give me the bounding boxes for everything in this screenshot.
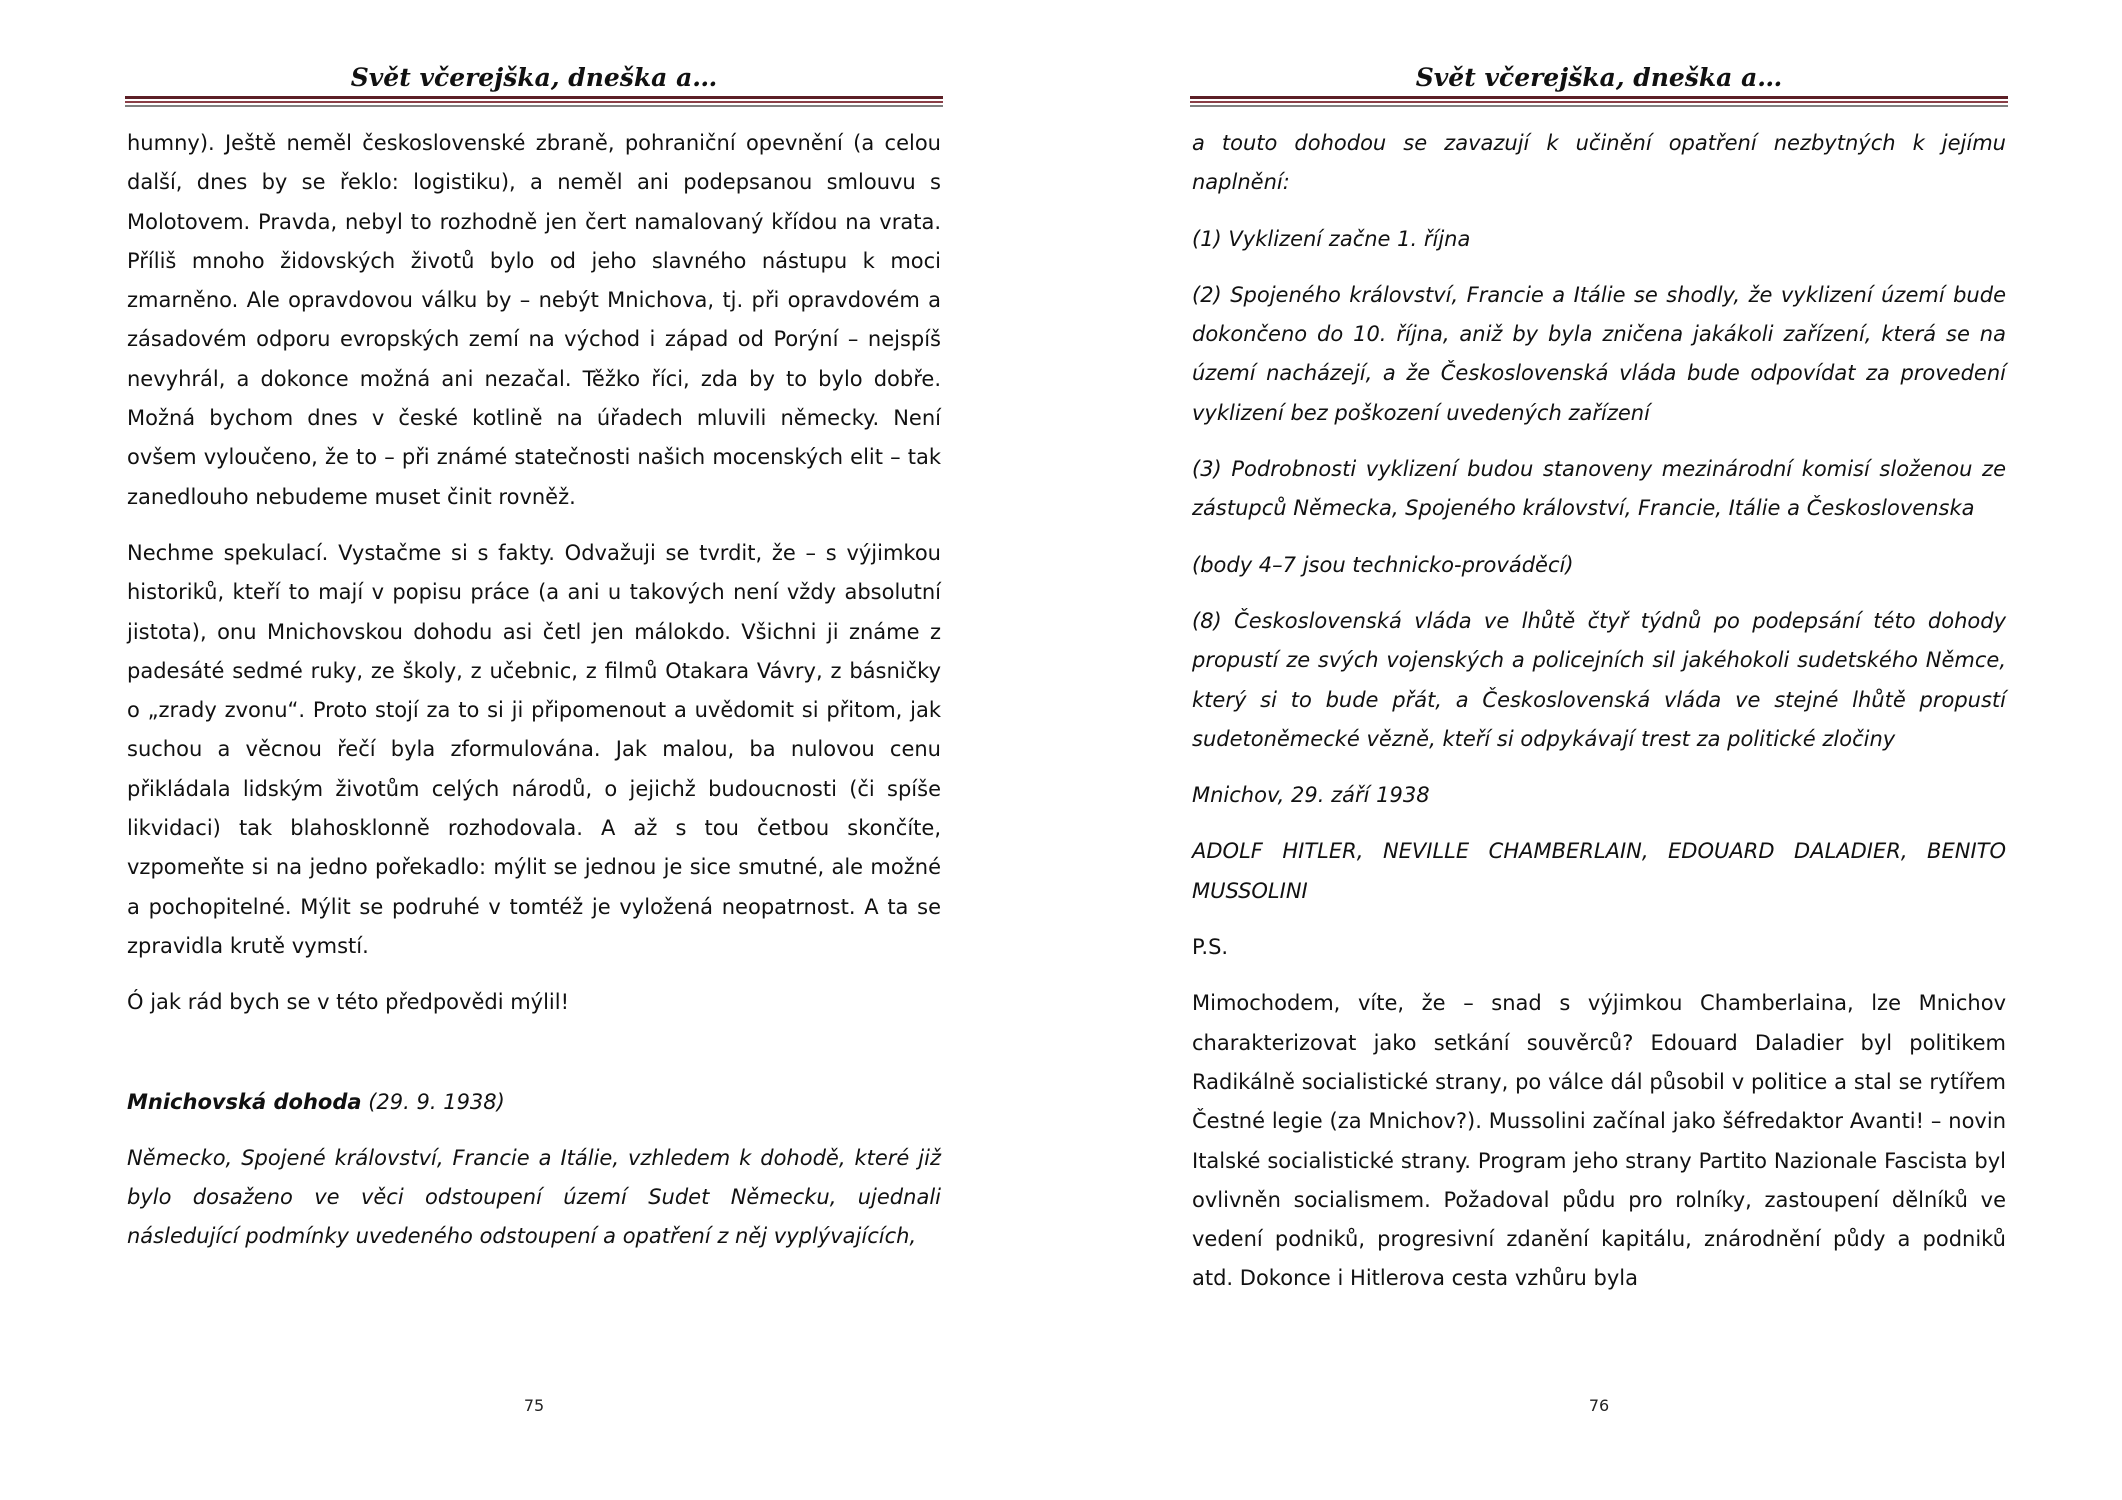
postscript-text: Mimochodem, víte, že – snad s výjimkou Chamberlaina, lze Mnichov charakterizovat jako setkání souvěrců? Edouard Daladier byl politikem Radikálně socialistické strany, po válce dál působil v politice a stal se rytířem Čestné legie (za Mnichov?). Mussolini začínal jako šéfredaktor Avanti! – novin Italské socialistické strany. Program jeho strany Partito Nazionale Fascista byl ovlivněn socialismem. Požadoval půdu pro rolníky, zastoupení dělníků ve vedení podniků, progresivní zdanění kapitálu, znárodnění půdy a podniků atd. Dokonce i Hitlerova cesta vzhůru byla	[1192, 991, 2006, 1291]
treaty-clause: (1) Vyklizení začne 1. října	[1192, 226, 1471, 251]
page-number: 75	[523, 1396, 545, 1415]
left-page	[125, 0, 955, 1500]
treaty-clause: (8) Československá vláda ve lhůtě čtyř týdnů po podepsání této dohody propustí ze svých vojenských a policejních sil jakéhokoli sudetského Němce, který si to bude přát, a Československá vláda ve stejné lhůtě propustí sudetoněmecké vězně, kteří si odpykávají trest za politické zločiny	[1192, 608, 2006, 751]
page-number: 76	[1588, 1396, 1610, 1415]
paragraph: Nechme spekulací. Vystačme si s fakty. Odvažuji se tvrdit, že – s výjimkou historiků, kteří to mají v popisu práce (a ani u takových není vždy absolutní jistota), onu Mnichovskou dohodu asi četl jen málokdo. Všichni ji známe z padesáté sedmé ruky, ze školy, z učebnic, z filmů Otakara Vávry, z básničky o „zrady zvonu“. Proto stojí za to si ji připomenout a uvědomit si přitom, jak suchou a věcnou řečí byla zformulována. Jak malou, ba nulovou cenu přikládala lidským životům celých národů, o jejichž budoucnosti (či spíše likvidaci) tak blahosklonně rozhodovala. A až s tou četbou skončíte, vzpomeňte si na jedno pořekadlo: mýlit se jednou je sice smutné, ale možné a pochopitelné. Mýlit se podruhé v tomtéž je vyložená neopatrnost. A ta se zpravidla krutě vymstí.	[127, 540, 941, 958]
page-body	[127, 124, 941, 1274]
header-rule	[1190, 105, 2008, 107]
treaty-clause: (2) Spojeného království, Francie a Itálie se shodly, že vyklizení území bude dokončeno do 10. října, aniž by byla zničena jakákoli zařízení, která se na území nacházejí, a že Československá vláda bude odpovídat za provedení vyklizení bez poškození uvedených zařízení	[1192, 282, 2006, 425]
header-rule	[125, 101, 943, 103]
right-page	[1190, 0, 2020, 1500]
treaty-clause: (3) Podrobnosti vyklizení budou stanoveny mezinárodní komisí složenou ze zástupců Německa, Spojeného království, Francie, Itálie a Československa	[1192, 457, 2006, 521]
section-heading	[127, 1083, 941, 1122]
treaty-clause: (body 4–7 jsou technicko-prováděcí)	[1192, 552, 1574, 577]
header-rule	[1190, 96, 2008, 99]
postscript-label: P.S.	[1192, 935, 1229, 960]
place-date: Mnichov, 29. září 1938	[1192, 783, 1430, 808]
treaty-continuation: a touto dohodou se zavazují k učinění opatření nezbytných k jejímu naplnění:	[1192, 131, 2006, 195]
treaty-intro: Německo, Spojené království, Francie a Itálie, vzhledem k dohodě, které již bylo dosaženo ve věci odstoupení území Sudet Německu, ujednali následující podmínky uvedeného odstoupení a opatření z něj vyplývajících,	[127, 1145, 941, 1249]
header-rule	[125, 105, 943, 107]
signatories: ADOLF HITLER, NEVILLE CHAMBERLAIN, EDOUARD DALADIER, BENITO MUSSOLINI	[1192, 839, 2006, 903]
section-title: Mnichovská dohoda	[127, 1089, 362, 1114]
section-date: (29. 9. 1938)	[361, 1089, 505, 1114]
page-body	[1192, 124, 2006, 1316]
paragraph: humny). Ještě neměl československé zbraně, pohraniční opevnění (a celou další, dnes by se řeklo: logistiku), a neměl ani podepsanou smlouvu s Molotovem. Pravda, nebyl to rozhodně jen čert namalovaný křídou na vrata. Příliš mnoho židovských životů bylo od jeho slavného nástupu k moci zmarněno. Ale opravdovou válku by – nebýt Mnichova, tj. při opravdovém a zásadovém odporu evropských zemí na východ i západ od Porýní – nejspíš nevyhrál, a dokonce možná ani nezačal. Těžko říci, zda by to bylo dobře. Možná bychom dnes v české kotlině na úřadech mluvili německy. Není ovšem vyloučeno, že to – při známé statečnosti našich mocenských elit – tak zanedlouho nebudeme muset činit rovněž.	[127, 131, 941, 509]
running-header: Svět včerejška, dneška a…	[1415, 63, 1783, 92]
header-rule	[1190, 101, 2008, 103]
header-rule	[125, 96, 943, 99]
paragraph: Ó jak rád bych se v této předpovědi mýlil!	[127, 990, 570, 1015]
running-header: Svět včerejška, dneška a…	[350, 63, 718, 92]
